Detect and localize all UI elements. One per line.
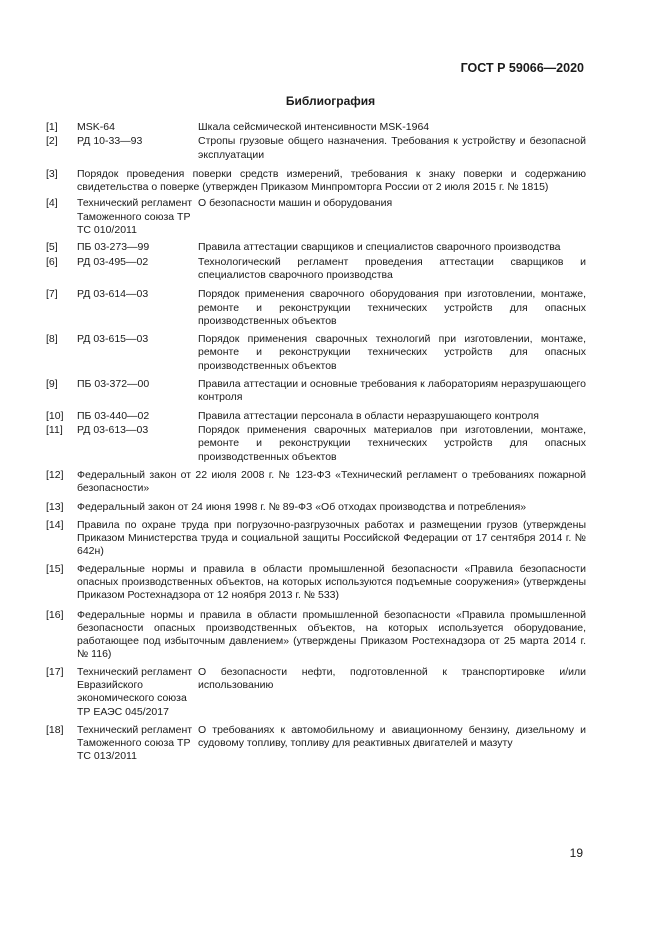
- entry-title: Правила аттестации персонала в области неразрушающего контроля: [198, 409, 539, 422]
- entry-title: Федеральный закон от 24 июня 1998 г. № 89-ФЗ «Об отходах производства и потребления»: [77, 501, 527, 514]
- entry-designation: Технический регламент Таможенного союза ТР ТС 010/2011: [77, 197, 193, 237]
- entry-title: О безопасности машин и оборудования: [198, 197, 393, 210]
- bibliography-entry: [46, 378, 586, 405]
- entry-number: [10]: [46, 409, 64, 422]
- entry-title: Шкала сейсмической интенсивности MSK-1964: [198, 121, 430, 133]
- entry-number: [2]: [46, 135, 58, 148]
- entry-title: Федеральные нормы и правила в области промышленной безопасности «Правила безопасности опасных производственных объектов, на которых используются подъемные сооружения» (утверждены Приказом Ростехнадзора от 12 ноября 2013 г. № 533): [77, 562, 586, 602]
- entry-designation: ПБ 03-372—00: [77, 378, 150, 391]
- bibliography-entry: [46, 121, 586, 134]
- entry-number: [1]: [46, 121, 58, 133]
- entry-designation: ПБ 03-440—02: [77, 409, 150, 422]
- entry-title: Правила аттестации сварщиков и специалистов сварочного производства: [198, 241, 561, 254]
- bibliography-entry: [46, 501, 586, 514]
- entry-title: Порядок проведения поверки средств измерений, требования к знаку поверки и содержанию свидетельства о поверке (утвержден Приказом Минпромторга России от 2 июля 2015 г. № 1815): [77, 167, 586, 194]
- bibliography-entry: [46, 135, 586, 162]
- entry-number: [5]: [46, 241, 58, 254]
- bibliography-entry: [46, 256, 586, 283]
- entry-designation: ПБ 03-273—99: [77, 241, 150, 254]
- entry-title: Порядок применения сварочных технологий при изготовлении, монтаже, ремонте и реконструкции технических устройств для опасных производственных объектов: [198, 333, 586, 372]
- entry-title: О требованиях к автомобильному и авиационному бензину, дизельному и судовому топливу, топливу для реактивных двигателей и мазуту: [198, 723, 586, 750]
- bibliography-entry: [46, 424, 586, 464]
- entry-title: Порядок применения сварочного оборудования при изготовлении, монтаже, ремонте и реконструкции технических устройств для опасных производственных объектов: [198, 288, 586, 327]
- entry-title: Правила по охране труда при погрузочно-разгрузочных работах и размещении грузов (утверждены Приказом Министерства труда и социальной защиты Российской Федерации от 17 сентября 2014 г. № 642н): [77, 518, 586, 558]
- bibliography-entry: [46, 288, 586, 328]
- entry-number: [16]: [46, 608, 64, 621]
- entry-number: [12]: [46, 468, 64, 481]
- bibliography-entry: [46, 666, 586, 719]
- bibliography-entry: [46, 469, 586, 496]
- entry-designation: Технический регламент Таможенного союза ТР ТС 013/2011: [77, 723, 193, 763]
- entry-number: [9]: [46, 378, 58, 391]
- entry-title: Правила аттестации и основные требования к лабораториям неразрушающего контроля: [198, 378, 586, 404]
- bibliography-entry: [46, 197, 586, 237]
- bibliography-list: [46, 121, 586, 764]
- entry-designation: РД 03-615—03: [77, 333, 149, 346]
- document-code: ГОСТ Р 59066—2020: [460, 61, 584, 75]
- entry-number: [4]: [46, 197, 58, 210]
- bibliography-entry: [46, 519, 586, 559]
- entry-designation: MSK-64: [77, 121, 115, 133]
- entry-designation: РД 03-613—03: [77, 423, 149, 436]
- entry-number: [3]: [46, 167, 58, 180]
- entry-number: [15]: [46, 562, 64, 575]
- entry-number: [17]: [46, 665, 64, 678]
- bibliography-entry: [46, 724, 586, 764]
- entry-title: Федеральные нормы и правила в области промышленной безопасности «Правила промышленной безопасности опасных производственных объектов, на которых используется оборудование, работающее под избыточным давлением» (утверждены Приказом Ростехнадзора от 25 марта 2014 г. № 116): [77, 608, 586, 661]
- entry-number: [11]: [46, 423, 63, 436]
- entry-designation: РД 03-495—02: [77, 255, 149, 268]
- entry-designation: РД 10-33—93: [77, 135, 143, 148]
- entry-number: [7]: [46, 288, 58, 301]
- bibliography-entry: [46, 609, 586, 662]
- entry-number: [13]: [46, 501, 64, 514]
- entry-number: [14]: [46, 518, 64, 531]
- entry-title: Порядок применения сварочных материалов при изготовлении, монтаже, ремонте и реконструкции технических устройств для опасных производственных объектов: [198, 423, 586, 463]
- bibliography-entry: [46, 241, 586, 254]
- page-number: 19: [569, 846, 583, 860]
- entry-number: [18]: [46, 723, 64, 736]
- bibliography-entry: [46, 563, 586, 603]
- entry-title: Федеральный закон от 22 июля 2008 г. № 123-ФЗ «Технический регламент о требованиях пожарной безопасности»: [77, 468, 586, 495]
- entry-title: О безопасности нефти, подготовленной к транспортировке и/или использованию: [198, 665, 586, 691]
- entry-title: Технологический регламент проведения аттестации сварщиков и специалистов сварочного производства: [198, 255, 586, 281]
- entry-designation: РД 03-614—03: [77, 288, 149, 301]
- entry-number: [8]: [46, 333, 58, 346]
- entry-title: Стропы грузовые общего назначения. Требования к устройству и безопасной эксплуатации: [198, 135, 586, 161]
- bibliography-entry: [46, 333, 586, 373]
- bibliography-entry: [46, 410, 586, 423]
- page-title: Библиография: [285, 94, 376, 108]
- entry-designation: Технический регламент Евразийского экономического союза ТР ЕАЭС 045/2017: [77, 665, 193, 718]
- bibliography-entry: [46, 168, 586, 195]
- entry-number: [6]: [46, 255, 58, 268]
